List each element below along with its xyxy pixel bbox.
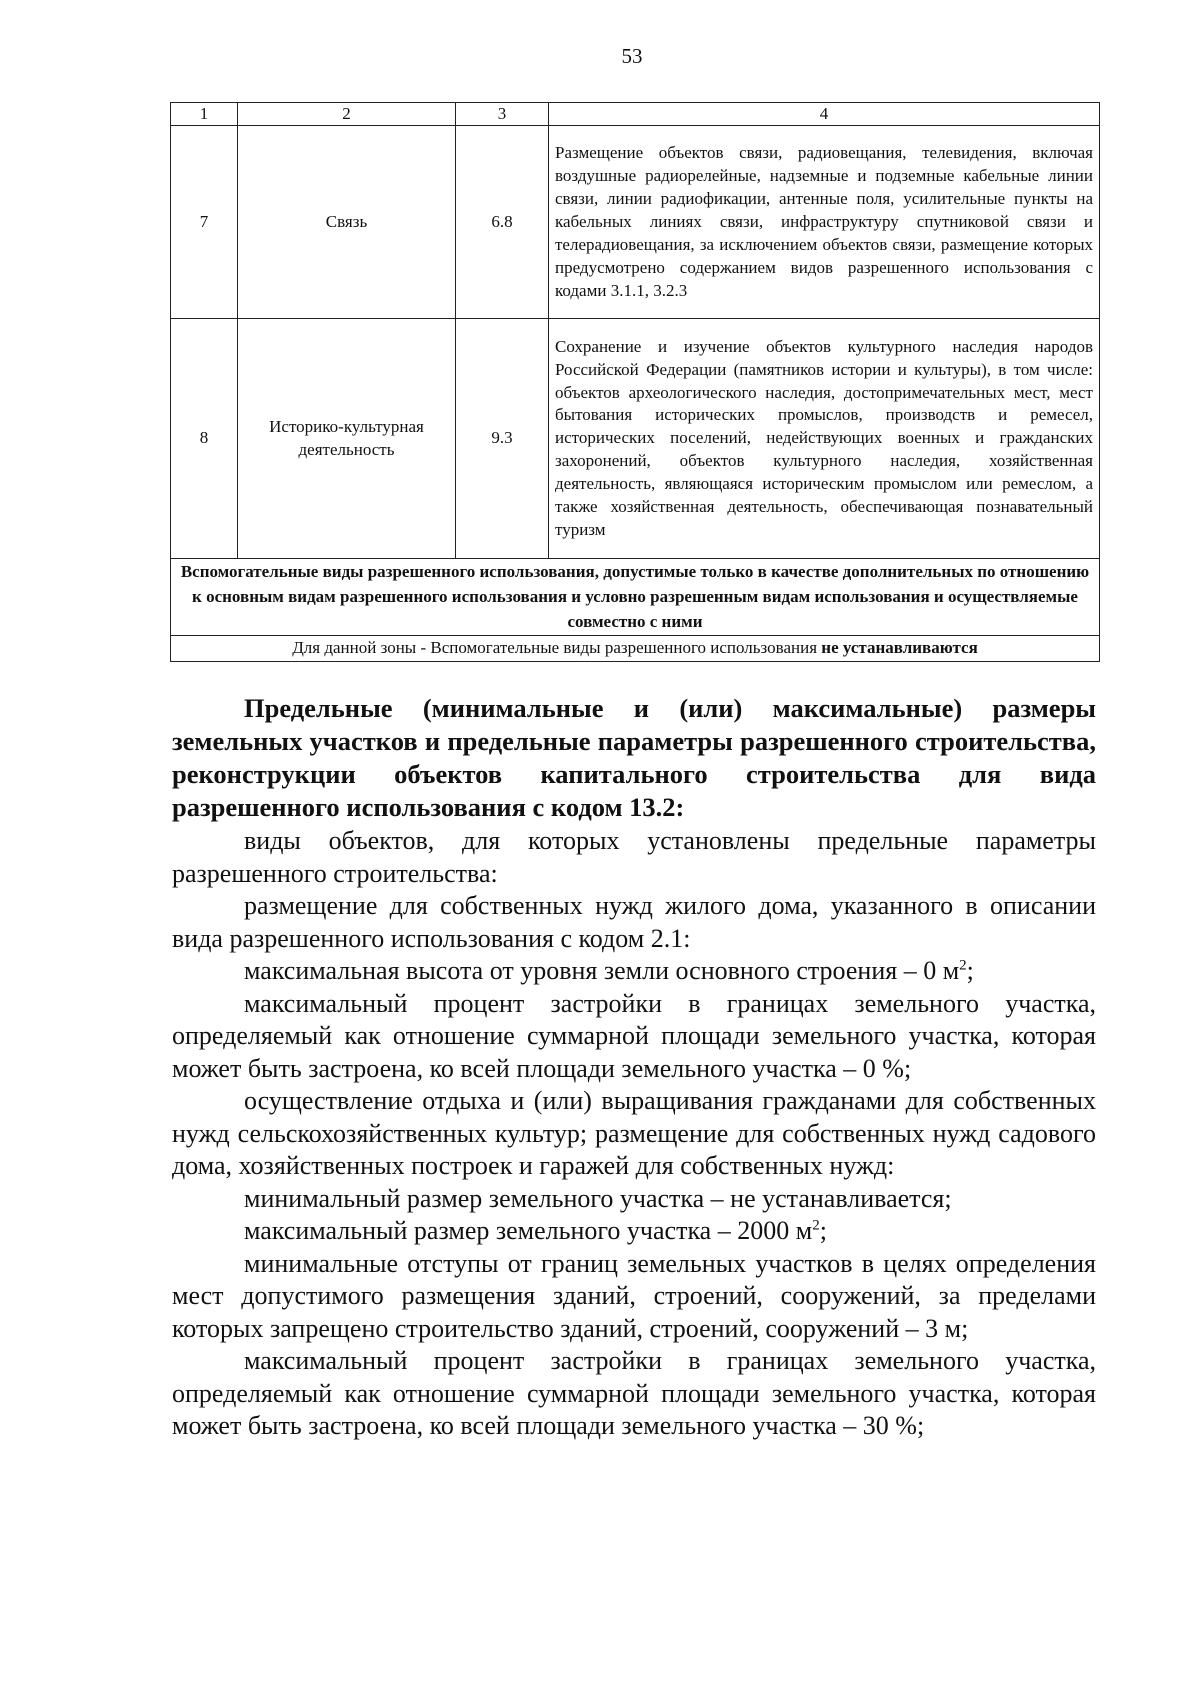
table-row (171, 319, 1100, 559)
table-row (171, 126, 1100, 319)
paragraph-text: максимальный размер земельного участка – 2000 м (244, 1216, 813, 1245)
section-heading: Предельные (минимальные и (или) максимальные) размеры земельных участков и предельные параметры разрешенного строительства, реконструкции объектов капитального строительства для вида разрешенного использования с кодом 13.2: (172, 693, 1096, 822)
paragraph: минимальные отступы от границ земельных участков в целях определения мест допустимого размещения зданий, строений, сооружений, за пределами которых запрещено строительство зданий, строений, сооружений – 3 м; (172, 1248, 1096, 1343)
paragraph: минимальный размер земельного участка – не устанавливается; (244, 1183, 952, 1213)
use-type-code: 9.3 (456, 319, 549, 559)
use-type-description: Размещение объектов связи, радиовещания, телевидения, включая воздушные радиорелейные, надземные и подземные кабельные линии связи, линии радиофикации, антенные поля, усилительные пункты на кабельных линиях связи, инфраструктуру спутниковой связи и телерадиовещания, за исключением объектов связи, размещение которых предусмотрено содержанием видов разрешенного использования с кодами 3.1.1, 3.2.3 (549, 126, 1100, 319)
superscript: 2 (812, 1217, 820, 1234)
zone-note-bold: не устанавливаются (821, 638, 978, 658)
use-type-name: Связь (238, 126, 456, 319)
use-type-code: 6.8 (456, 126, 549, 319)
paragraph-text: максимальная высота от уровня земли основного строения – 0 м (244, 956, 960, 985)
zone-note-prefix: Для данной зоны - Вспомогательные виды разрешенного использования (292, 638, 818, 658)
zone-note (171, 636, 1100, 662)
paragraph: максимальный процент застройки в границах земельного участка, определяемый как отношение суммарной площади земельного участка, которая может быть застроена, ко всей площади земельного участка – 0 %; (172, 988, 1096, 1083)
paragraph-end: ; (819, 1216, 827, 1245)
table-header-row (171, 103, 1100, 126)
header-cell-2: 2 (238, 103, 456, 126)
row-number: 7 (171, 126, 238, 319)
table-row-zone-note (171, 636, 1100, 662)
superscript: 2 (959, 957, 967, 974)
auxiliary-uses-heading: Вспомогательные виды разрешенного использования, допустимые только в качестве дополнительных по отношению к основным видам разрешенного использования и условно разрешенным видам использования и осуществляемые совместно с ними (171, 559, 1100, 636)
paragraph-end: ; (966, 956, 974, 985)
row-number: 8 (171, 319, 238, 559)
paragraph: виды объектов, для которых установлены предельные параметры разрешенного строительства: (172, 826, 1096, 888)
paragraph: максимальный процент застройки в границах земельного участка, определяемый как отношение суммарной площади земельного участка, которая может быть застроена, ко всей площади земельного участка – 30 %; (172, 1346, 1096, 1440)
use-type-name: Историко-культурная деятельность (238, 319, 456, 559)
paragraph-max-height (172, 955, 1096, 988)
paragraph: осуществление отдыха и (или) выращивания гражданами для собственных нужд сельскохозяйственных культур; размещение для собственных нужд садового дома, хозяйственных построек и гаражей для собственных нужд: (172, 1086, 1096, 1180)
header-cell-3: 3 (456, 103, 549, 126)
paragraph: размещение для собственных нужд жилого дома, указанного в описании вида разрешенного использования с кодом 2.1: (172, 891, 1096, 953)
table-row-aux-heading (171, 559, 1100, 636)
page-number: 53 (621, 44, 643, 68)
paragraph-max-size (172, 1215, 1096, 1248)
header-cell-4: 4 (549, 103, 1100, 126)
land-use-table (170, 102, 1100, 662)
body-text (172, 692, 1096, 1443)
header-cell-1: 1 (171, 103, 238, 126)
use-type-description: Сохранение и изучение объектов культурного наследия народов Российской Федерации (памятников истории и культуры), в том числе: объектов археологического наследия, достопримечательных мест, мест бытования исторических промыслов, производств и ремесел, исторических поселений, недействующих военных и гражданских захоронений, объектов культурного наследия, хозяйственная деятельность, являющаяся историческим промыслом или ремеслом, а также хозяйственная деятельность, обеспечивающая познавательный туризм (549, 319, 1100, 559)
